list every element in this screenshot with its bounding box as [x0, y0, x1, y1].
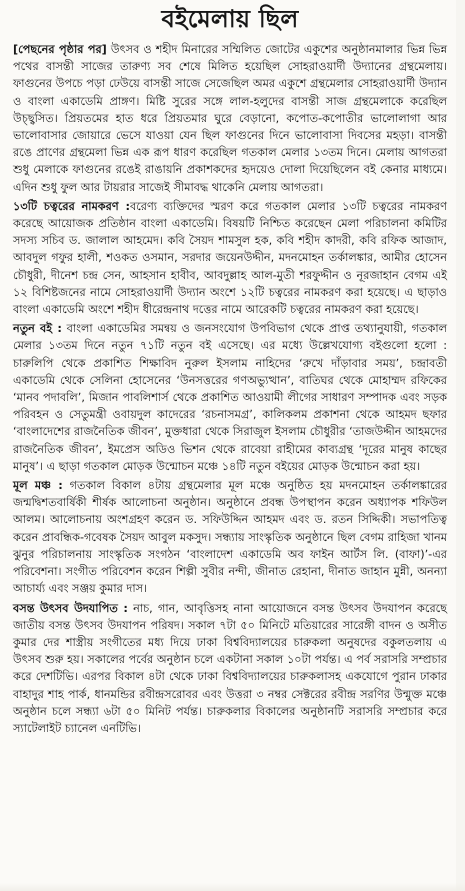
intro-paragraph-text: উৎসব ও শহীদ মিনারের সম্মিলিত জোটের একুশের অনুষ্ঠানমালার ভিন্ন ভিন্ন পথের বাসন্তী সাজের তারুণ্য সব শেষে মিলিত হয়েছিল সোহরাওয়ার্দী উদ্যানের গ্রন্থমেলায়। ফাগুনের উপচে পড়া ঢেউয়ে বাসন্তী সাজে সেজেছিল অমর একুশে গ্রন্থমেলার সোহরাওয়ার্দী উদ্যান ও বাংলা একাডেমি প্রাঙ্গণ। মিষ্টি সুরের সঙ্গে লাল-হলুদের বাসন্তী সাজ গ্রন্থমেলাকে করেছিল উচ্ছ্বসিত। প্রিয়তমের হাত ধরে প্রিয়তমার ঘুরে বেড়ানো, কপোত-কপোতীর ভালোলাগা আর ভালোবাসার জোয়ারে ভেসে যাওয়া যেন ছিল ফাগুনের দিনে ভালোবাসা দিবসের মহড়া। বাসন্তী রঙে প্রাণের গ্রন্থমেলা ভিন্ন এক রূপ ধারণ করেছিল গতকাল মেলার ১৩তম দিনে। মেলায় আগতরা শুধু মেলাকে ফাগুনের রঙেই রাঙায়নি প্রকাশকদের হৃদয়েও দোলা দিয়েছিলেন বই কেনার মাধ্যমে। এদিন শুধু ফুল আর টায়রার সাজেই সীমাবদ্ধ থাকেনি মেলায় আগতরা। [13, 43, 447, 194]
page-bottom-edge [0, 883, 465, 891]
naming-paragraph-text: বরেণ্য ব্যক্তিদের স্মরণ করে গতকাল মেলার ১৩টি চত্বরের নামকরণ করেছে আয়োজক প্রতিষ্ঠান বাংলা একাডেমি। বিষয়টি নিশ্চিত করেছেন মেলা পরিচালনা কমিটির সদস্য সচিব ড. জালাল আহমেদ। কবি সৈয়দ শামসুল হক, কবি শহীদ কাদরী, কবি রফিক আজাদ, আবদুল গফুর হালী, শওকত ওসমান, সরদার জয়েনউদ্দীন, মদনমোহন তর্কালঙ্কার, আমীর হোসেন চৌধুরী, দীনেশ চন্দ্র সেন, আহসান হাবীব, আবদুল্লাহ আল-মুতী শরফুদ্দীন ও নূরজাহান বেগম এই ১২ বিশিষ্টজনের নামে সোহরাওয়ার্দী উদ্যান অংশে ১২টি চত্বরের নামকরণ করা হয়েছে। এ ছাড়াও বাংলা একাডেমি অংশে শহীদ ধীরেন্দ্রনাথ দত্তের নামে আরেকটি চত্বরের নামকরণ করা হয়েছে। [13, 199, 447, 317]
main-stage-paragraph [13, 477, 447, 597]
section-spring-festival [13, 600, 447, 738]
page-right-margin [456, 0, 465, 891]
main-stage-paragraph-text: গতকাল বিকাল ৪টায় গ্রন্থমেলার মূল মঞ্চে অনুষ্ঠিত হয় মদনমোহন তর্কালঙ্কারের জন্মদ্বিশতবার্ষিকী শীর্ষক আলোচনা অনুষ্ঠান। অনুষ্ঠানে প্রবন্ধ উপস্থাপন করেন অধ্যাপক শফিউল আলম। আলোচনায় অংশগ্রহণ করেন ড. সফিউদ্দিন আহমদ এবং ড. রতন সিদ্দিকী। সভাপতিত্ব করেন প্রাবন্ধিক-গবেষক সৈয়দ আবুল মকসুদ। সন্ধ্যায় সাংস্কৃতিক অনুষ্ঠানে ছিল বেগম রাহিজা খানম ঝুনুর পরিচালনায় সাংস্কৃতিক সংগঠন ‘বাংলাদেশ একাডেমি অব ফাইন আর্টস লি. (বাফা)’-এর পরিবেশনা। সংগীত পরিবেশন করেন শিল্পী সুবীর নন্দী, জীনাত রেহানা, দীনাত জাহান মুন্নী, অনন্যা আচার্য্য এবং সঞ্জয় কুমার দাস। [13, 479, 448, 596]
new-books-subhead: নতুন বই : [13, 322, 62, 336]
continued-from-label: [পেছনের পৃষ্ঠার পর] [13, 43, 107, 56]
section-naming [13, 198, 447, 318]
section-new-books [13, 320, 447, 475]
news-article [6, 0, 454, 891]
main-stage-subhead: মূল মঞ্চ : [13, 479, 63, 493]
spring-festival-paragraph [13, 600, 447, 738]
naming-subhead: ১৩টি চত্বরের নামকরণ : [13, 199, 130, 213]
spring-festival-paragraph-text: নাচ, গান, আবৃত্তিসহ নানা আয়োজনে বসন্ত উৎসব উদযাপন করেছে জাতীয় বসন্ত উৎসব উদযাপন পরিষদ। সকাল ৭টা ৫০ মিনিটে মতিয়ারের সারেঙ্গী বাদন ও অসীত কুমার দের শাস্ত্রীয় সংগীতের মধ্য দিয়ে ঢাকা বিশ্ববিদ্যালয়ের চারুকলা অনুষদের বকুলতলায় এ উৎসব শুরু হয়। সকালের পর্বের অনুষ্ঠান চলে একটানা সকাল ১০টা পর্যন্ত। এ পর্ব সরাসরি সম্প্রচার করে দেশটিভি। এরপর বিকাল ৪টা থেকে ঢাকা বিশ্ববিদ্যালয়ের চারুকলাসহ একযোগে পুরান ঢাকার বাহাদুর শাহ পার্ক, ধানমন্ডির রবীন্দ্রসরোবর এবং উত্তরা ৩ নম্বর সেক্টরের রবীন্দ্র সরণির উন্মুক্ত মঞ্চে অনুষ্ঠান চলে সন্ধ্যা ৬টা ৫০ মিনিট পর্যন্ত। চারুকলার বিকালের অনুষ্ঠানটি সরাসরি সম্প্রচার করে স্যাটেলাইট চ্যানেল এনটিভি। [13, 601, 447, 735]
article-intro-paragraph [13, 41, 447, 196]
new-books-paragraph-text: বাংলা একাডেমির সমন্বয় ও জনসংযোগ উপবিভাগ থেকে প্রাপ্ত তথ্যানুযায়ী, গতকাল মেলার ১৩তম দিনে নতুন ৭১টি নতুন বই এসেছে। এর মধ্যে উল্লেখযোগ্য বইগুলো হলো : চারুলিপি থেকে প্রকাশিত শিক্ষাবিদ নুরুল ইসলাম নাহিদের ‘রুখে দাঁড়াবার সময়’, চন্দ্রাবতী একাডেমি থেকে সেলিনা হোসেনের ‘উনসত্তরের গণঅভ্যুত্থান’, বাতিঘর থেকে মোহাম্মদ রফিকের ‘মানব পদাবলি’, মিজান পাবলিশার্স থেকে প্রকাশিত আওয়ামী লীগের সাধারণ সম্পাদক এবং সড়ক পরিবহন ও সেতুমন্ত্রী ওবায়দুল কাদেরের ‘রচনাসমগ্র’, কালিকলম প্রকাশনা থেকে আহমদ ছফার ‘বাংলাদেশের রাজনৈতিক জীবন’, মুক্তধারা থেকে সিরাজুল ইসলাম চৌধুরীর ‘তাজউদ্দীন আহমদের রাজনৈতিক জীবন’, ইমপ্রেস অডিও ভিশন থেকে রাবেয়া রাহীমের কাব্যগ্রন্থ ‘দূরের মানুষ কাছের মানুষ’। এ ছাড়া গতকাল মোড়ক উন্মোচন মঞ্চে ১৪টি নতুন বইয়ের মোড়ক উন্মোচন করা হয়। [13, 322, 447, 473]
section-main-stage [13, 477, 447, 597]
naming-paragraph [13, 198, 447, 318]
article-headline: বইমেলায় ছিল [161, 4, 299, 33]
spring-festival-subhead: বসন্ত উৎসব উদযাপিত : [13, 601, 128, 615]
new-books-paragraph [13, 320, 447, 475]
